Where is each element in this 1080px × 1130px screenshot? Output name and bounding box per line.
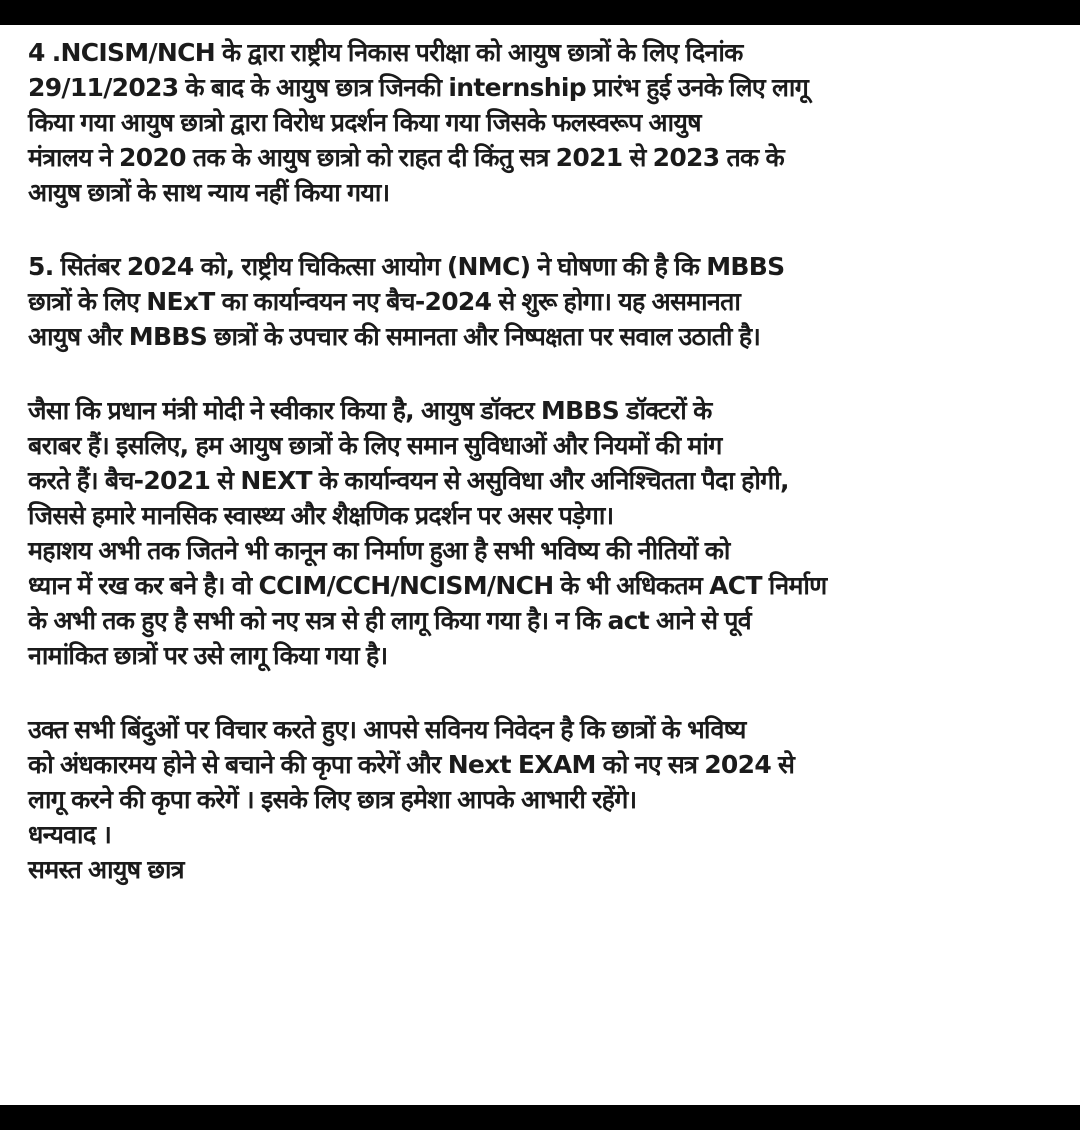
paragraph-gap bbox=[28, 673, 1058, 712]
text-line: ध्यान में रख कर बने है। वो CCIM/CCH/NCISM/NCH के भी अधिकतम ACT निर्माण bbox=[28, 571, 827, 600]
signature-line: समस्त आयुष छात्र bbox=[28, 855, 184, 884]
text-line: छात्रों के लिए NExT का कार्यान्वयन नए बैच-2024 से शुरू होगा। यह असमानता bbox=[28, 287, 741, 316]
paragraph-demand bbox=[28, 393, 1058, 673]
text-line: के अभी तक हुए है सभी को नए सत्र से ही लागू किया गया है। न कि act आने से पूर्व bbox=[28, 606, 751, 635]
text-line: लागू करने की कृपा करेगें । इसके लिए छात्र हमेशा आपके आभारी रहेंगे। bbox=[28, 785, 637, 814]
text-line: नामांकित छात्रों पर उसे लागू किया गया है। bbox=[28, 641, 388, 670]
document-page bbox=[0, 25, 1080, 1105]
text-line: 29/11/2023 के बाद के आयुष छात्र जिनकी internship प्रारंभ हुई उनके लिए लागू bbox=[28, 73, 809, 102]
paragraph-request bbox=[28, 712, 1058, 887]
text-line: बराबर हैं। इसलिए, हम आयुष छात्रों के लिए समान सुविधाओं और नियमों की मांग bbox=[28, 431, 722, 460]
text-line: उक्त सभी बिंदुओं पर विचार करते हुए। आपसे सविनय निवेदन है कि छात्रों के भविष्य bbox=[28, 715, 746, 744]
text-line: करते हैं। बैच-2021 से NEXT के कार्यान्वयन से असुविधा और अनिश्चितता पैदा होगी, bbox=[28, 466, 789, 495]
paragraph-point-4 bbox=[28, 35, 1058, 210]
text-line: जिससे हमारे मानसिक स्वास्थ्य और शैक्षणिक प्रदर्शन पर असर पड़ेगा। bbox=[28, 501, 614, 530]
paragraph-point-5 bbox=[28, 249, 1058, 354]
thanks-line: धन्यवाद । bbox=[28, 820, 112, 849]
text-line: किया गया आयुष छात्रो द्वारा विरोध प्रदर्शन किया गया जिसके फलस्वरूप आयुष bbox=[28, 108, 701, 137]
text-line: जैसा कि प्रधान मंत्री मोदी ने स्वीकार किया है, आयुष डॉक्टर MBBS डॉक्टरों के bbox=[28, 396, 712, 425]
text-line: आयुष और MBBS छात्रों के उपचार की समानता और निष्पक्षता पर सवाल उठाती है। bbox=[28, 322, 761, 351]
document-body bbox=[28, 35, 1058, 887]
paragraph-gap bbox=[28, 354, 1058, 393]
text-line: 5. सितंबर 2024 को, राष्ट्रीय चिकित्सा आयोग (NMC) ने घोषणा की है कि MBBS bbox=[28, 252, 785, 281]
text-line: को अंधकारमय होने से बचाने की कृपा करेगें और Next EXAM को नए सत्र 2024 से bbox=[28, 750, 795, 779]
text-line: मंत्रालय ने 2020 तक के आयुष छात्रो को राहत दी किंतु सत्र 2021 से 2023 तक के bbox=[28, 143, 784, 172]
paragraph-gap bbox=[28, 210, 1058, 249]
text-line: आयुष छात्रों के साथ न्याय नहीं किया गया। bbox=[28, 178, 390, 207]
text-line: महाशय अभी तक जितने भी कानून का निर्माण हुआ है सभी भविष्य की नीतियों को bbox=[28, 536, 730, 565]
text-line: 4 .NCISM/NCH के द्वारा राष्ट्रीय निकास परीक्षा को आयुष छात्रों के लिए दिनांक bbox=[28, 38, 743, 67]
